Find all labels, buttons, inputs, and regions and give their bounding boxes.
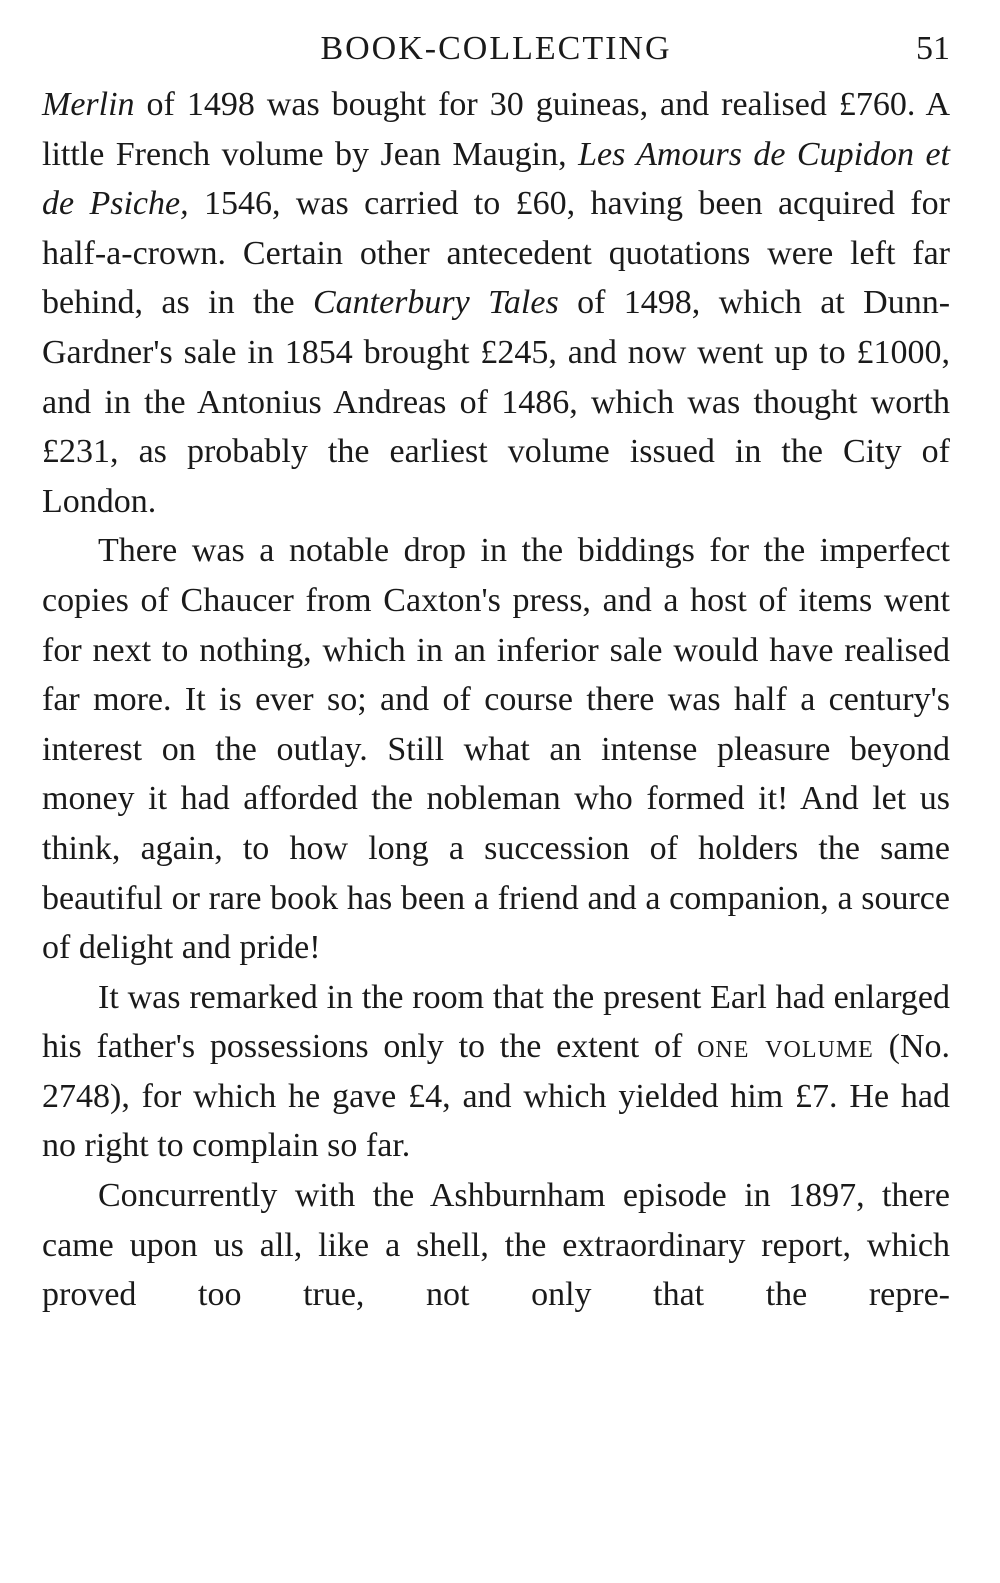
running-title: BOOK-COLLECTING xyxy=(320,30,672,67)
body-text xyxy=(42,80,950,1320)
paragraph-1-text-c: of 1498, which at Dunn-Gardner's sale in 1854 brought £245, and now went up to £1000, and in the Antonius Andreas of 1486, which was thought worth £231, as probably the earliest volume issued in the City of London. xyxy=(42,284,951,520)
page-number: 51 xyxy=(916,30,950,67)
small-caps-one-volume: one volume xyxy=(697,1028,874,1066)
paragraph-3 xyxy=(42,973,950,1171)
paragraph-3-text-b: (No. 2748), for which he gave £4, and which yielded him £7. He had no right to complain so far. xyxy=(42,1028,950,1165)
paragraph-1 xyxy=(42,80,950,526)
book-title-les-amours: Les Amours de Cupidon et de Psiche, xyxy=(42,135,951,223)
paragraph-4: Concurrently with the Ashburnham episode in 1897, there came upon us all, like a shell, the extraordinary report, which proved too true, not only that the repre- xyxy=(42,1177,950,1314)
paragraph-1-text-b: 1546, was carried to £60, having been acquired for half-a-crown. Certain other antecedent quotations were left far behind, as in the xyxy=(42,185,951,322)
paragraph-2: There was a notable drop in the biddings for the imperfect copies of Chaucer from Caxton's press, and a host of items went for next to nothing, which in an inferior sale would have realised far more. It is ever so; and of course there was half a century's interest on the outlay. Still what an intense pleasure beyond money it had afforded the nobleman who formed it! And let us think, again, to how long a succession of holders the same beautiful or rare book has been a friend and a companion, a source of delight and pride! xyxy=(42,532,950,967)
paragraph-3-text-a: It was remarked in the room that the present Earl had enlarged his father's possessions only to the extent of xyxy=(42,978,950,1066)
book-title-merlin: Merlin xyxy=(42,86,135,123)
running-header xyxy=(42,22,950,80)
paragraph-1-text-a: of 1498 was bought for 30 guineas, and realised £760. A little French volume by Jean Maugin, xyxy=(42,86,950,173)
book-page xyxy=(42,22,950,1320)
book-title-canterbury-tales: Canterbury Tales xyxy=(312,284,559,322)
